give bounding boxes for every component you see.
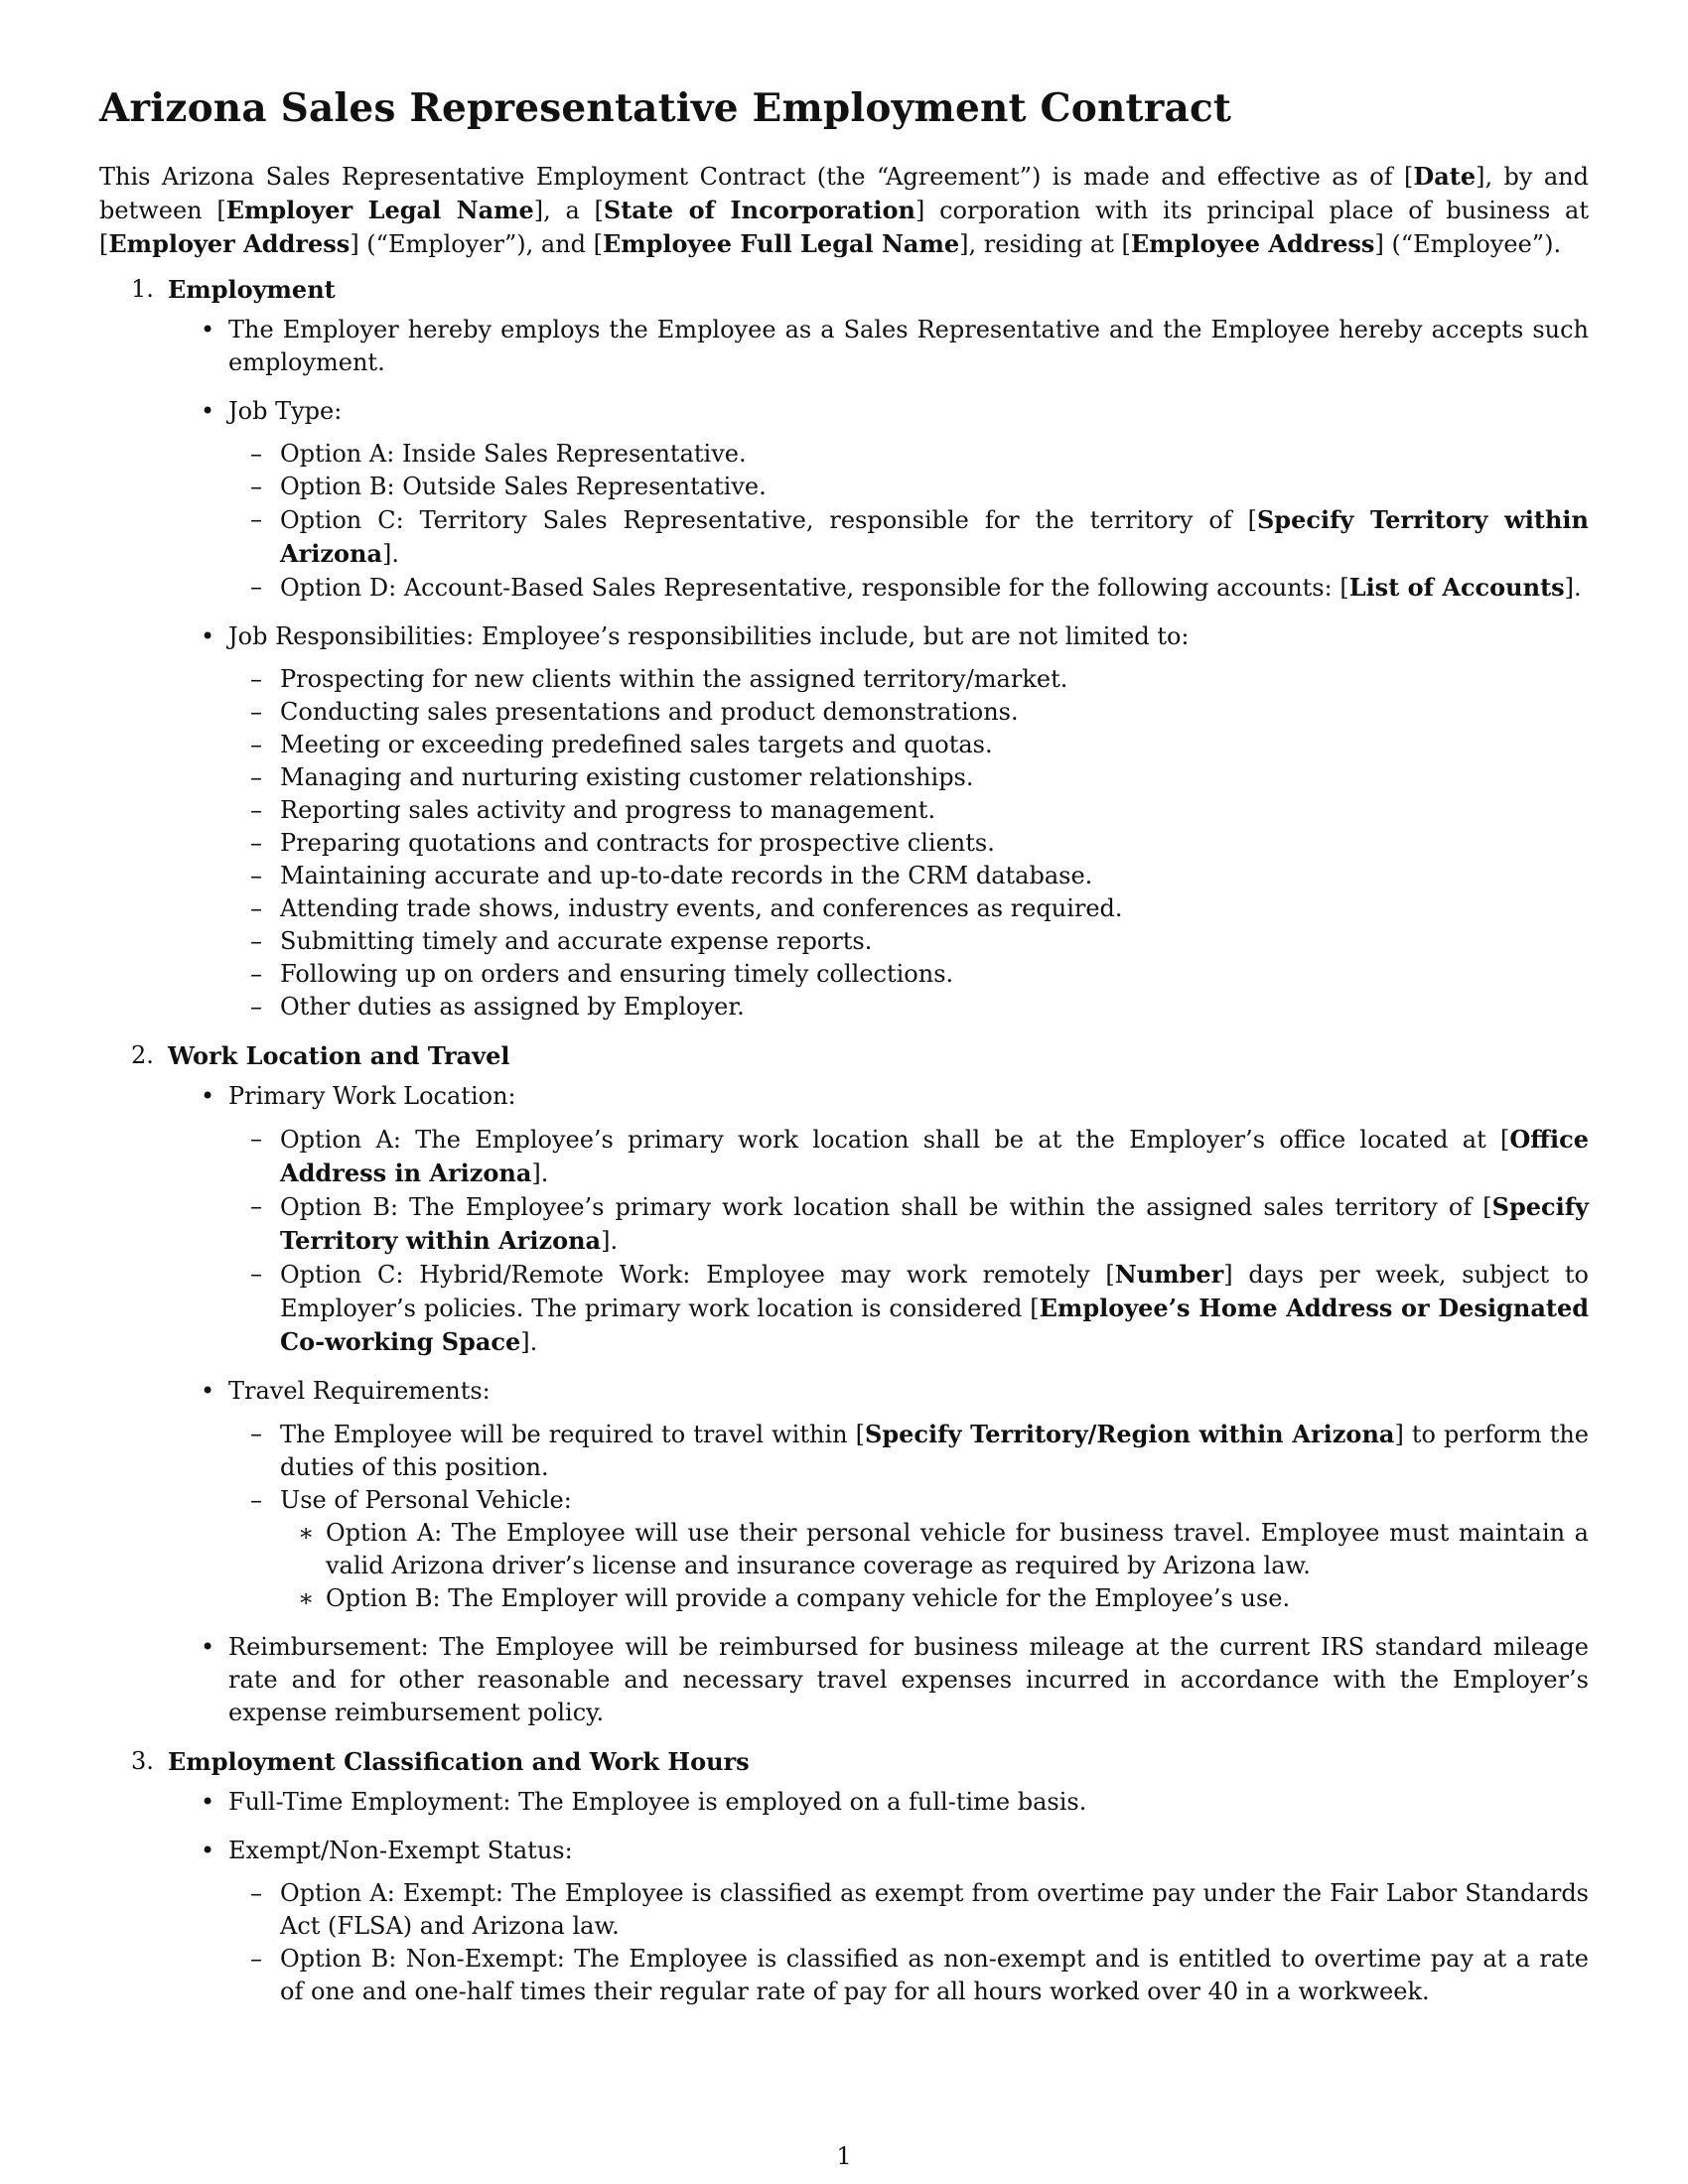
section-work-location: [99, 1039, 1589, 1729]
section-title: Employment: [168, 274, 336, 304]
option-text: ].: [601, 1226, 619, 1255]
number-placeholder: Number: [1114, 1259, 1224, 1289]
territory-placeholder: Specify Territory within Arizona: [280, 504, 1590, 568]
territory-placeholder: Specify Territory within Arizona: [280, 1191, 1589, 1255]
state-placeholder: State of Incorporation: [603, 195, 915, 224]
sub-list: [228, 438, 1589, 605]
list-item: [228, 395, 1589, 605]
vehicle-label: Use of Personal Vehicle:: [280, 1485, 572, 1514]
list-item: • Reimbursement: The Employee will be reimbursed for business mileage at the current IRS standard mileage rate and for other reasonable and necessary travel expenses incurred in accordance with the Employer’s expense reimbursement policy.: [228, 1631, 1589, 1729]
sub-list-item: [280, 503, 1589, 571]
sub-list: [228, 1123, 1589, 1359]
responsibility-item: – Reporting sales activity and progress to management.: [280, 794, 1589, 827]
document-title: Arizona Sales Representative Employment Contract: [99, 85, 1232, 131]
sub-sub-list-item: ∗ Option A: The Employee will use their personal vehicle for business travel. Employee must maintain a valid Arizona driver’s license and insurance coverage as required by Arizona law.: [326, 1517, 1589, 1582]
list-item: [228, 1835, 1589, 2008]
home-address-placeholder: Employee’s Home Address or Designated Co-working Space: [280, 1293, 1590, 1356]
employer-address-placeholder: Employer Address: [108, 228, 351, 258]
option-text: Option D: Account-Based Sales Representative, responsible for the following accounts: [: [280, 573, 1349, 602]
option-text: ].: [1564, 573, 1582, 602]
date-placeholder: Date: [1413, 161, 1477, 191]
sub-list-item: – Option A: Inside Sales Representative.: [280, 438, 1589, 471]
intro-text: This Arizona Sales Representative Employment Contract (the “Agreement”) is made and effective as of [: [99, 162, 1414, 191]
responsibility-item: – Managing and nurturing existing customer relationships.: [280, 761, 1589, 794]
region-placeholder: Specify Territory/Region within Arizona: [865, 1419, 1395, 1448]
employer-name-placeholder: Employer Legal Name: [225, 195, 534, 224]
option-text: Option C: Hybrid/Remote Work: Employee may work remotely [: [280, 1260, 1115, 1289]
responsibility-item: – Following up on orders and ensuring timely collections.: [280, 958, 1589, 991]
section-number: 1.: [131, 274, 154, 303]
bullet-list: [99, 314, 1589, 1024]
employee-name-placeholder: Employee Full Legal Name: [602, 228, 960, 258]
list-item: [228, 620, 1589, 1024]
section-employment: [99, 273, 1589, 1024]
section-number: 2.: [131, 1040, 154, 1069]
sub-sub-list-item: ∗ Option B: The Employer will provide a company vehicle for the Employee’s use.: [326, 1582, 1589, 1615]
exempt-status-label: Exempt/Non-Exempt Status:: [228, 1836, 573, 1864]
employee-address-placeholder: Employee Address: [1130, 228, 1375, 258]
section-heading: [99, 1039, 1589, 1072]
page-number: 1: [836, 2142, 852, 2170]
sub-list-item: [280, 1123, 1589, 1190]
section-number: 3.: [131, 1746, 154, 1775]
option-text: ] to perform the duties of this position.: [280, 1420, 1589, 1481]
accounts-placeholder: List of Accounts: [1348, 572, 1565, 602]
sub-list-item: – Option B: Outside Sales Representative.: [280, 471, 1589, 503]
option-text: ].: [520, 1327, 538, 1356]
intro-paragraph: [99, 160, 1589, 261]
responsibility-item: – Submitting timely and accurate expense reports.: [280, 925, 1589, 958]
section-heading: [99, 273, 1589, 306]
option-text: ].: [382, 539, 400, 568]
document-page: [99, 87, 1589, 2024]
responsibility-item: – Maintaining accurate and up-to-date records in the CRM database.: [280, 860, 1589, 892]
responsibilities-label: Job Responsibilities: Employee’s responsibilities include, but are not limited to:: [228, 621, 1190, 650]
travel-label: Travel Requirements:: [228, 1376, 491, 1405]
list-item: • The Employer hereby employs the Employee as a Sales Representative and the Employee hereby accepts such employment.: [228, 314, 1589, 379]
bullet-list: [99, 1786, 1589, 2008]
intro-text: ] (“Employee”).: [1374, 229, 1562, 258]
intro-text: ], residing at [: [959, 229, 1131, 258]
sub-list-item: [280, 1418, 1589, 1484]
responsibility-item: – Other duties as assigned by Employer.: [280, 991, 1589, 1024]
responsibility-item: – Attending trade shows, industry events, and conferences as required.: [280, 892, 1589, 925]
sub-list-item: [280, 1484, 1589, 1615]
list-item: [228, 1080, 1589, 1359]
option-text: The Employee will be required to travel within [: [280, 1420, 865, 1448]
work-location-label: Primary Work Location:: [228, 1081, 516, 1110]
option-text: ].: [531, 1159, 549, 1187]
option-text: Option B: The Employee’s primary work location shall be within the assigned sales territory of [: [280, 1192, 1492, 1221]
section-title: Work Location and Travel: [168, 1040, 510, 1070]
section-heading: [99, 1745, 1589, 1778]
sub-sub-list: [280, 1517, 1589, 1615]
section-title: Employment Classification and Work Hours: [168, 1746, 750, 1776]
responsibilities-list: [228, 663, 1589, 1024]
option-text: Option A: The Employee’s primary work location shall be at the Employer’s office located at [: [280, 1125, 1510, 1154]
responsibility-item: – Conducting sales presentations and product demonstrations.: [280, 696, 1589, 729]
bullet-list: [99, 1080, 1589, 1729]
intro-text: ], a [: [533, 196, 604, 224]
sub-list-item: – Option A: Exempt: The Employee is classified as exempt from overtime pay under the Fair Labor Standards Act (FLSA) and Arizona law.: [280, 1877, 1589, 1943]
option-text: Option C: Territory Sales Representative, responsible for the territory of [: [280, 505, 1257, 534]
section-classification: [99, 1745, 1589, 2008]
sub-list-item: – Option B: Non-Exempt: The Employee is classified as non-exempt and is entitled to overtime pay at a rate of one and one-half times their regular rate of pay for all hours worked over 40 in a workweek.: [280, 1943, 1589, 2008]
responsibility-item: – Prospecting for new clients within the assigned territory/market.: [280, 663, 1589, 696]
job-type-label: Job Type:: [228, 396, 343, 425]
sub-list: [228, 1418, 1589, 1615]
responsibility-item: – Preparing quotations and contracts for prospective clients.: [280, 827, 1589, 860]
sub-list: [228, 1877, 1589, 2008]
list-item: [228, 1375, 1589, 1615]
intro-text: ] corporation with its principal place of business at [: [99, 196, 1590, 258]
responsibility-item: – Meeting or exceeding predefined sales targets and quotas.: [280, 729, 1589, 761]
sub-list-item: [280, 1190, 1589, 1258]
office-address-placeholder: Office Address in Arizona: [280, 1124, 1589, 1187]
sub-list-item: [280, 571, 1589, 605]
sub-list-item: [280, 1258, 1589, 1359]
list-item: • Full-Time Employment: The Employee is employed on a full-time basis.: [228, 1786, 1589, 1819]
option-text: ] days per week, subject to Employer’s policies. The primary work location is considered [: [280, 1260, 1589, 1322]
intro-text: ], by and between [: [99, 162, 1589, 224]
intro-text: ] (“Employer”), and [: [350, 229, 603, 258]
